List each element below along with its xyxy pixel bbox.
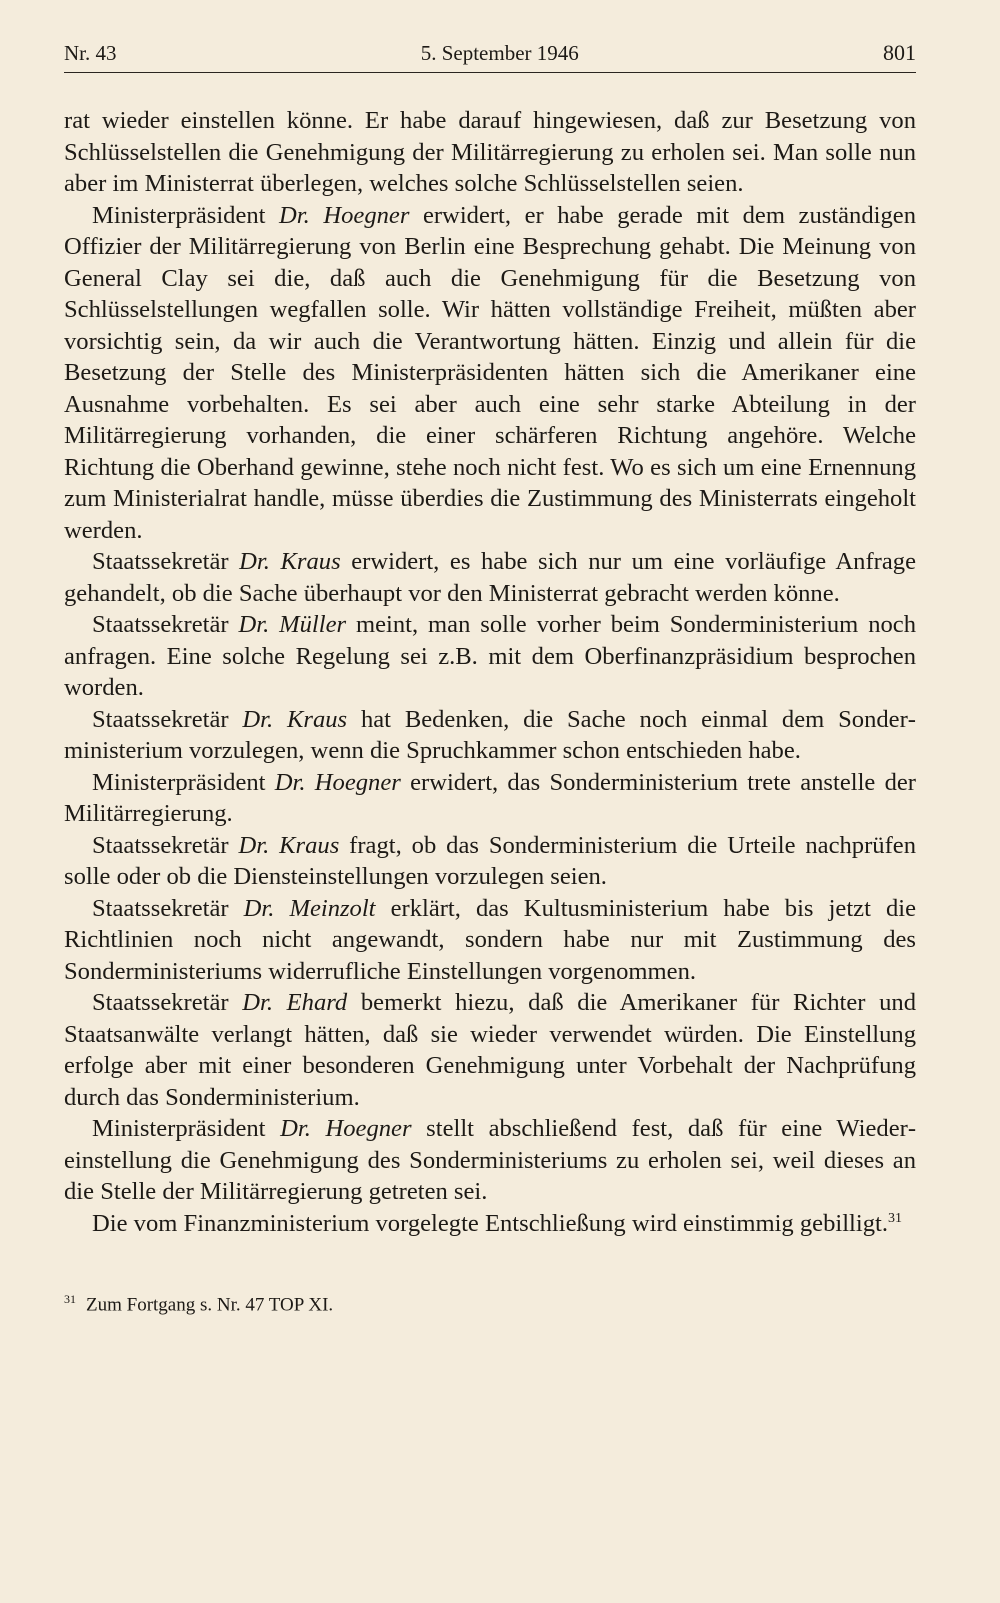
- running-header: [64, 40, 916, 73]
- page-number: 801: [883, 40, 916, 65]
- speaker-name: Dr. Kraus: [238, 831, 340, 859]
- footnote: [64, 1287, 916, 1317]
- paragraph-text: erwidert, das Sonderministerium trete anstelle der Militärregierung.: [64, 768, 916, 827]
- footnotes: [64, 1287, 916, 1317]
- speaker-name: Dr. Meinzolt: [243, 894, 376, 922]
- paragraph-text: Staatssekretär: [92, 989, 243, 1016]
- footnote-marker: 31: [64, 1292, 76, 1306]
- paragraph-text: fragt, ob das Sonderministerium die Urteile nachprüfen solle oder ob die Diensteinstellungen vorzulegen seien.: [64, 831, 916, 890]
- paragraph-text: Ministerpräsident: [92, 768, 275, 796]
- document-page: [64, 40, 916, 1317]
- speaker-name: Dr. Kraus: [242, 705, 348, 733]
- paragraph-text: stellt abschließend fest, daß für eine Wiedereinstellung die Genehmigung des Sonderministeriums zu erholen sei, weil dieses an die Stelle der Militärregierung getreten sei.: [64, 1115, 917, 1205]
- paragraph-text: Staatssekretär: [92, 894, 244, 922]
- paragraph-text: Staatssekretär: [92, 548, 240, 575]
- speaker-name: Dr. Hoegner: [274, 768, 401, 796]
- paragraph: [64, 893, 916, 988]
- paragraph: [64, 609, 916, 704]
- document-number: Nr. 43: [64, 41, 117, 65]
- speaker-name: Dr. Müller: [238, 611, 347, 638]
- speaker-name: Dr. Kraus: [239, 548, 341, 575]
- paragraph-text: bemerkt hiezu, daß die Amerikaner für Richter und Staatsanwälte verlangt hätten, daß sie wieder verwendet würden. Die Einstellung erfolge aber mit einer besonderen Genehmigung unter Vorbehalt der Nachprüfung durch das Sonderministerium.: [64, 989, 916, 1111]
- paragraph-text: Ministerpräsident: [92, 1115, 281, 1142]
- paragraph-text: meint, man solle vorher beim Sonderministerium noch anfragen. Eine solche Regelung sei z.B. mit dem Oberfinanzpräsidium besprochen worden.: [64, 611, 916, 701]
- paragraph-text: Die vom Finanzministerium vorgelegte Entschließung wird einstimmig gebilligt.: [92, 1209, 888, 1237]
- paragraph: [64, 767, 916, 830]
- paragraph: [64, 830, 916, 893]
- paragraph-text: Staatssekretär: [92, 831, 239, 859]
- paragraph-text: erwidert, es habe sich nur um eine vorläufige Anfrage gehandelt, ob die Sache überhaupt vor den Ministerrat gebracht werden könne.: [64, 548, 916, 607]
- body-text: [64, 105, 916, 1239]
- paragraph-text: Staatssekretär: [92, 611, 239, 638]
- paragraph: [64, 1208, 916, 1240]
- speaker-name: Dr. Ehard: [242, 989, 348, 1016]
- paragraph-text: Ministerpräsident: [92, 201, 280, 229]
- paragraph: [64, 105, 916, 200]
- speaker-name: Dr. Hoegner: [279, 201, 410, 229]
- paragraph-text: hat Bedenken, die Sache noch einmal dem Sonderministerium vorzulegen, wenn die Spruchkammer schon entschieden habe.: [64, 705, 916, 764]
- speaker-name: Dr. Hoegner: [280, 1115, 412, 1142]
- header-date: 5. September 1946: [420, 41, 579, 65]
- paragraph-text: rat wieder einstellen könne. Er habe darauf hingewiesen, daß zur Besetzung von Schlüsselstellen die Genehmigung der Militärregierung zu erholen sei. Man solle nun aber im Ministerrat überlegen, welches solche Schlüsselstellen seien.: [64, 107, 916, 197]
- paragraph: [64, 546, 916, 609]
- paragraph: [64, 704, 916, 767]
- paragraph-text: Staatssekretär: [92, 705, 243, 733]
- paragraph: [64, 987, 916, 1113]
- footnote-text: Zum Fortgang s. Nr. 47 TOP XI.: [86, 1294, 334, 1316]
- paragraph: [64, 1113, 916, 1208]
- paragraph-text: erwidert, er habe gerade mit dem zuständigen Offizier der Militärregierung von Berlin eine Besprechung gehabt. Die Meinung von General Clay sei die, daß auch die Genehmigung für die Besetzung von Schlüsselstellungen wegfallen solle. Wir hätten vollständige Freiheit, müßten aber vorsichtig sein, da wir auch die Verantwortung hätten. Einzig und allein für die Besetzung der Stelle des Ministerpräsidenten hätten sich die Amerikaner eine Ausnahme vorbehalten. Es sei aber auch eine sehr starke Abteilung in der Militärregierung vorhanden, die einer schärferen Richtung angehöre. Welche Richtung die Oberhand gewinne, stehe noch nicht fest. Wo es sich um eine Ernennung zum Ministerialrat handle, müsse überdies die Zustimmung des Ministerrats eingeholt werden.: [64, 201, 916, 544]
- paragraph: [64, 200, 916, 547]
- footnote-reference: 31: [888, 1210, 902, 1226]
- paragraph-text: erklärt, das Kultusministerium habe bis jetzt die Richtlinien noch nicht angewandt, sondern habe nur mit Zustimmung des Sonderministeriums widerrufliche Einstellungen vorgenommen.: [64, 894, 917, 985]
